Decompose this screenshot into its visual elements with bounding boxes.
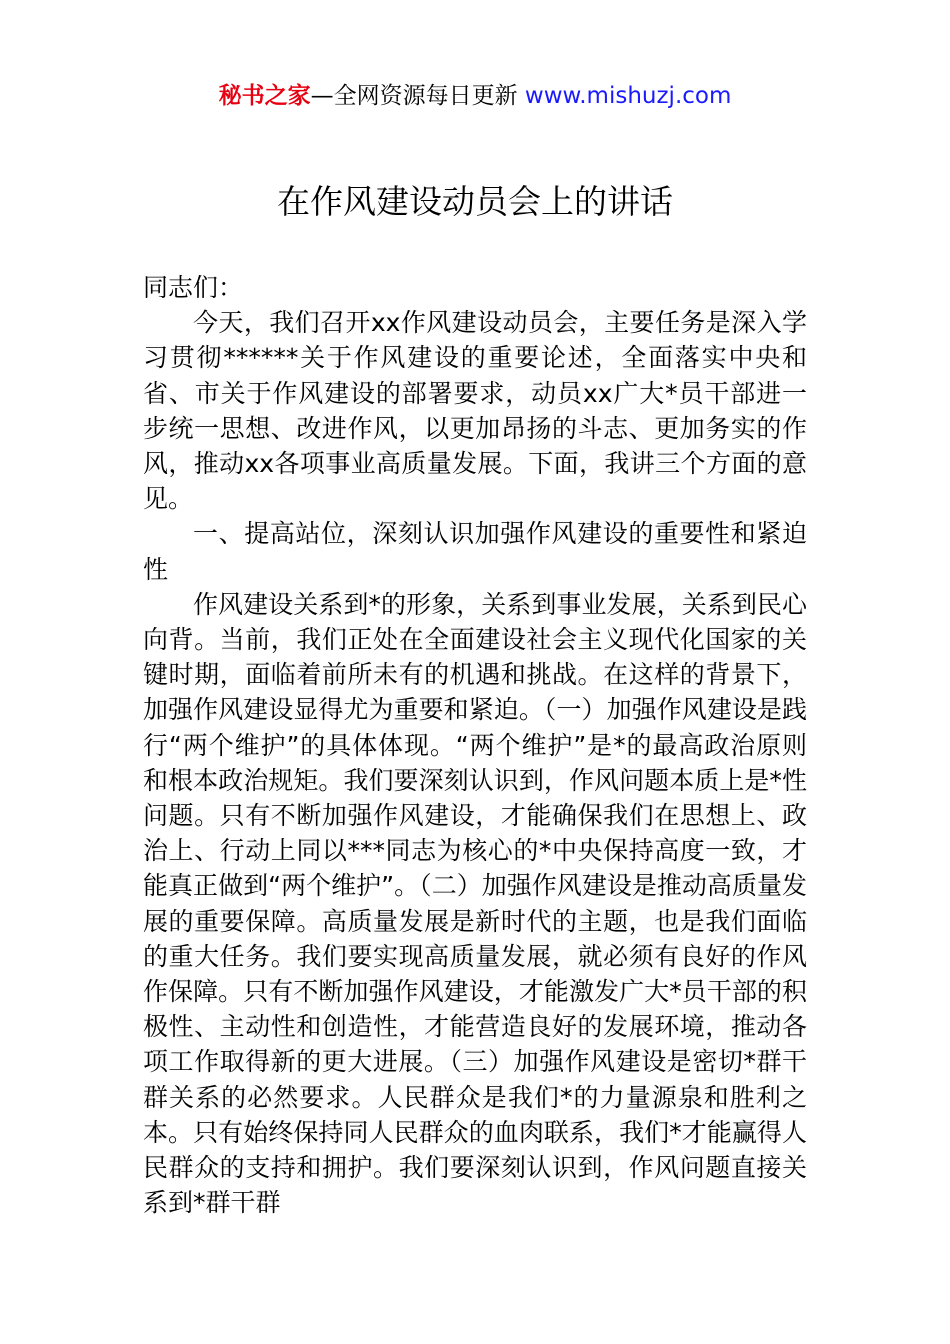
paragraph-intro: 今天，我们召开xx作风建设动员会，主要任务是深入学习贯彻******关于作风建设的重要论述，全面落实中央和省、市关于作风建设的部署要求，动员xx广大*员干部进一步统一思想、改进作风，以更加昂扬的斗志、更加务实的作风，推动xx各项事业高质量发展。下面，我讲三个方面的意见。 <box>143 308 807 514</box>
salutation: 同志们： <box>143 273 244 302</box>
document-body <box>143 270 807 1220</box>
site-url-link[interactable]: www.mishuzj.com <box>524 83 732 109</box>
site-header <box>0 80 950 112</box>
document-title: 在作风建设动员会上的讲话 <box>277 182 673 221</box>
site-brand: 秘书之家 <box>218 83 311 109</box>
paragraph-section-1: 作风建设关系到*的形象，关系到事业发展，关系到民心向背。当前，我们正处在全面建设社会主义现代化国家的关键时期，面临着前所未有的机遇和挑战。在这样的背景下，加强作风建设显得尤为重要和紧迫。（一）加强作风建设是践行“两个维护”的具体体现。“两个维护”是*的最高政治原则和根本政治规矩。我们要深刻认识到，作风问题本质上是*性问题。只有不断加强作风建设，才能确保我们在思想上、政治上、行动上同以***同志为核心的*中央保持高度一致，才能真正做到“两个维护”。（二）加强作风建设是推动高质量发展的重要保障。高质量发展是新时代的主题，也是我们面临的重大任务。我们要实现高质量发展，就必须有良好的作风作保障。只有不断加强作风建设，才能激发广大*员干部的积极性、主动性和创造性，才能营造良好的发展环境，推动各项工作取得新的更大进展。（三）加强作风建设是密切*群干群关系的必然要求。人民群众是我们*的力量源泉和胜利之本。只有始终保持同人民群众的血肉联系，我们*才能赢得人民群众的支持和拥护。我们要深刻认识到，作风问题直接关系到*群干群 <box>143 589 807 1218</box>
section-heading-1: 一、提高站位，深刻认识加强作风建设的重要性和紧迫性 <box>143 519 807 584</box>
site-tagline: —全网资源每日更新 <box>310 83 525 109</box>
